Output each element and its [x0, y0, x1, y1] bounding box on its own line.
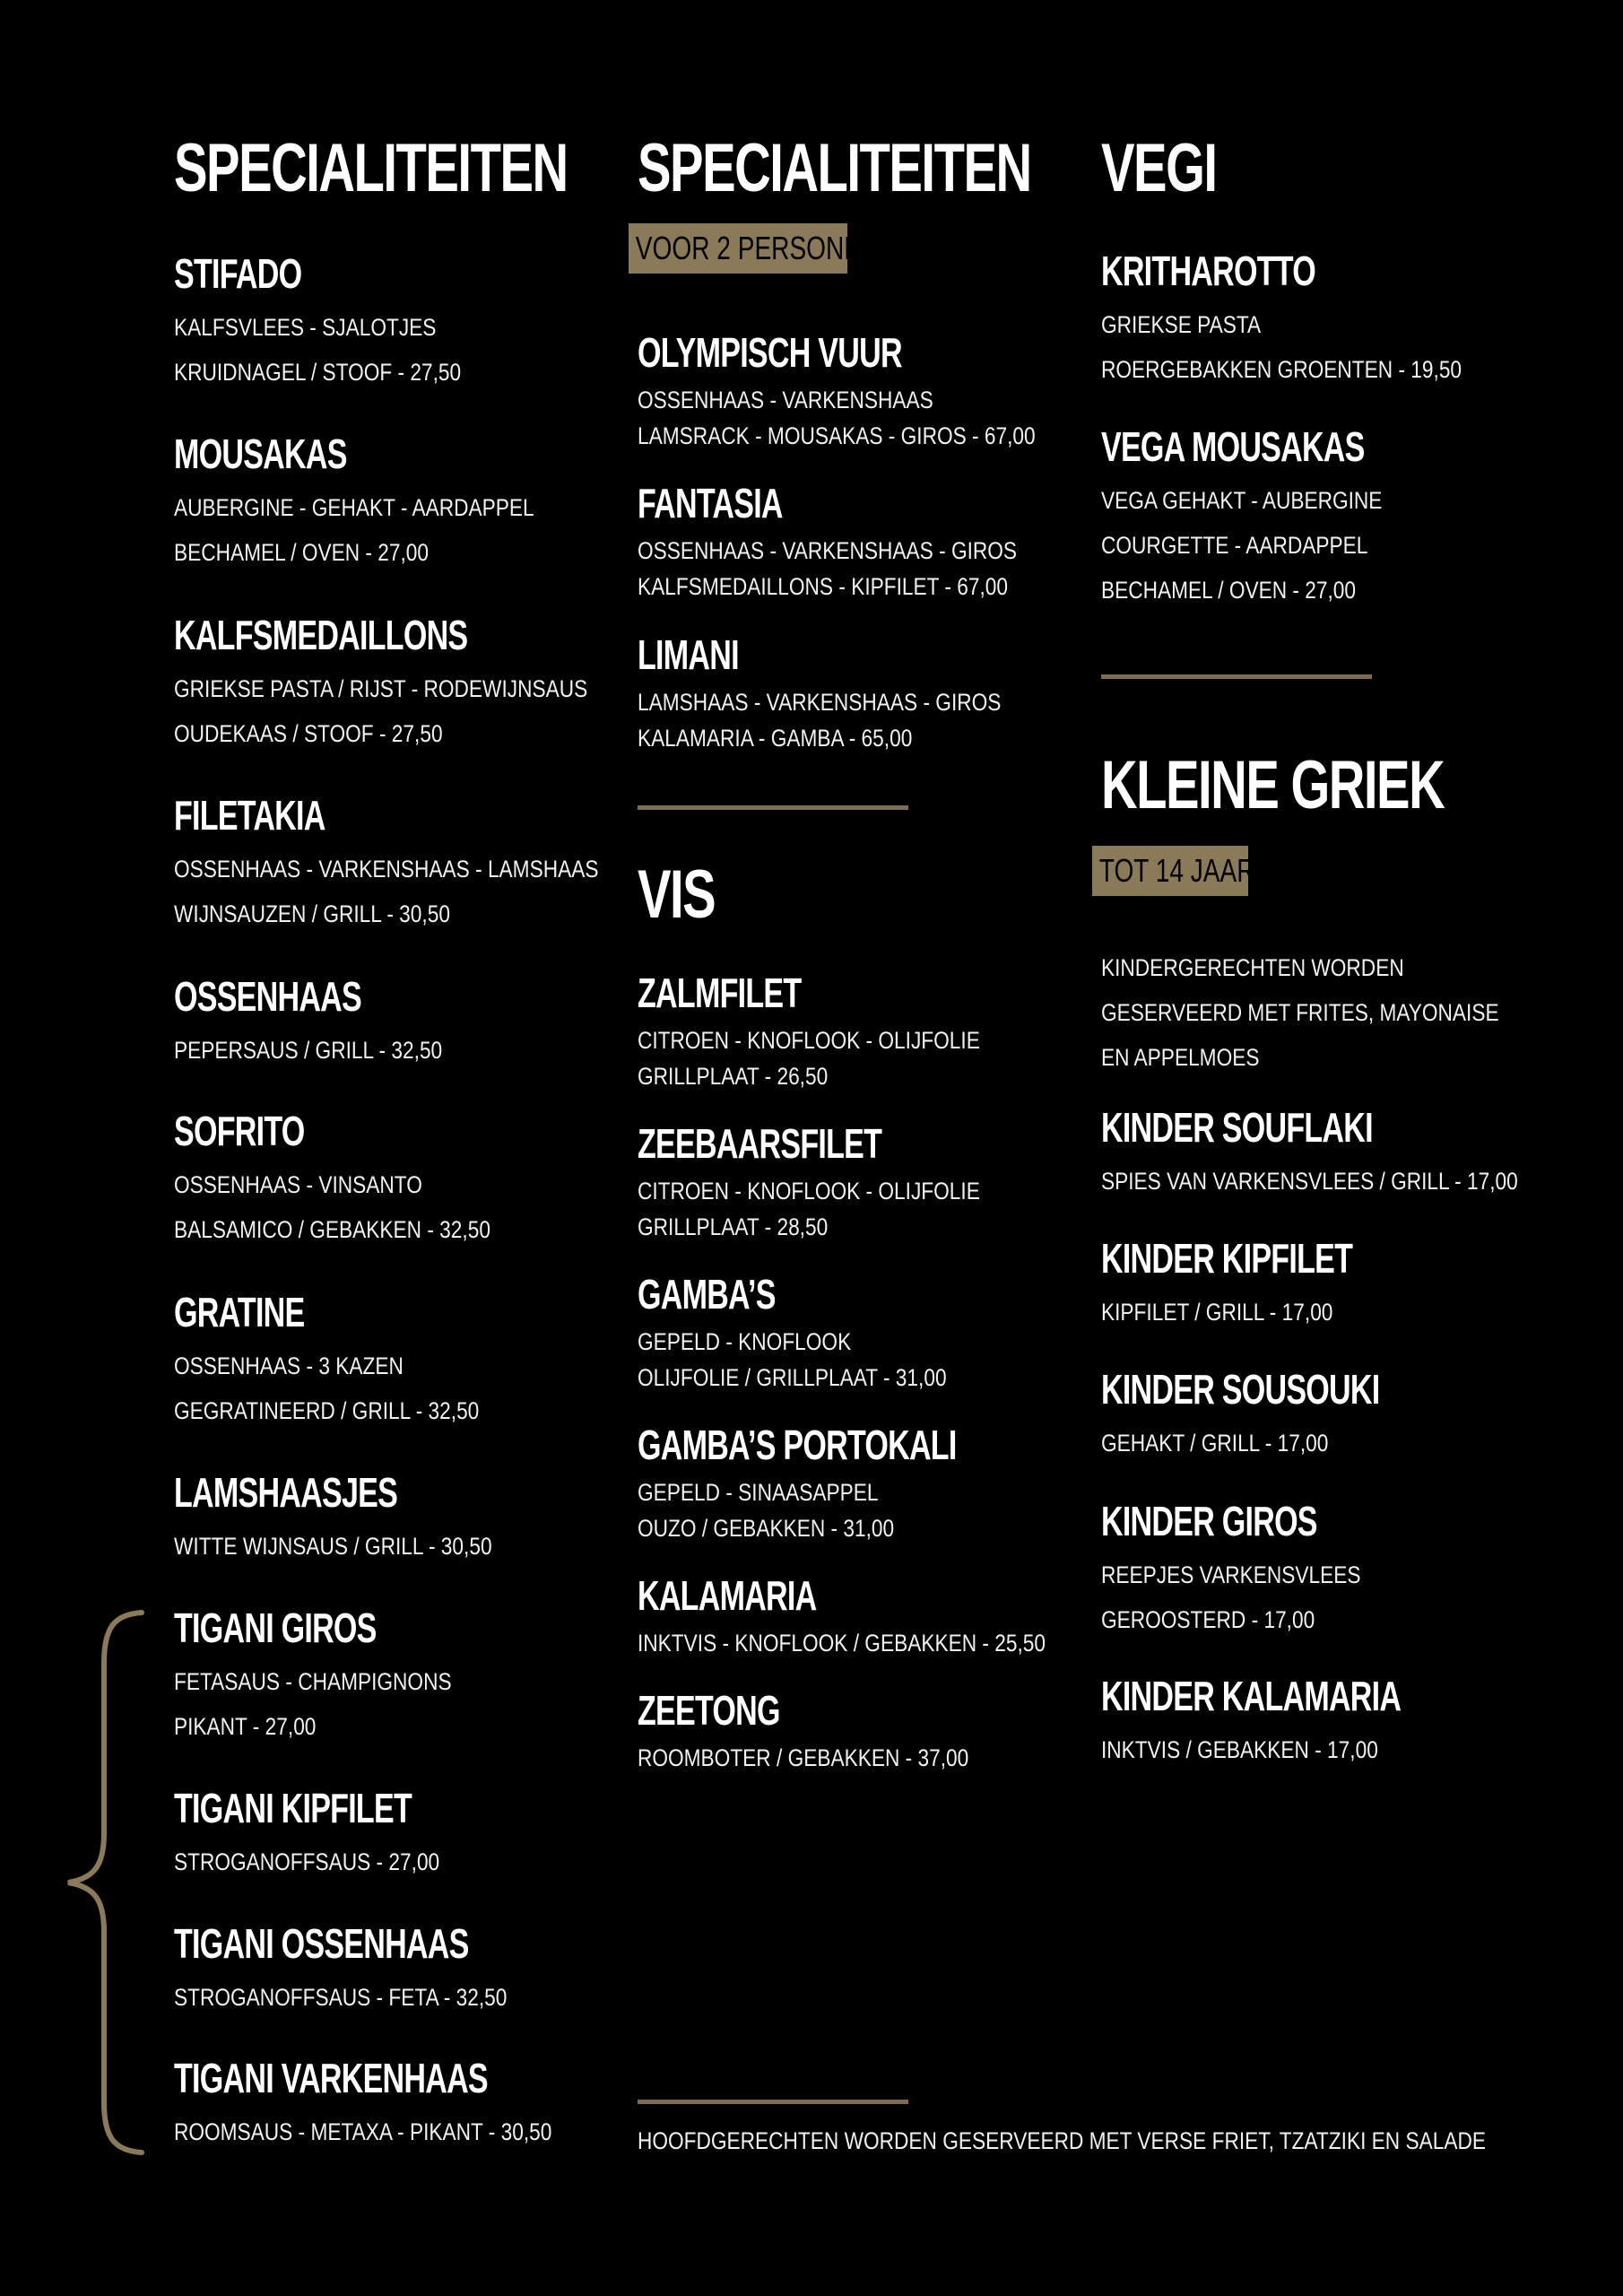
menu-item [174, 1288, 622, 1433]
item-desc: INKTVIS - KNOFLOOK / GEBAKKEN - 25,50 [638, 1630, 1046, 1657]
item-desc: OSSENHAAS - VARKENSHAAS - LAMSHAAS [174, 856, 599, 883]
menu-item [174, 2054, 622, 2154]
item-name: KRITHAROTTO [1101, 248, 1315, 294]
item-name: KINDER SOUFLAKI [1101, 1104, 1373, 1151]
menu-item [638, 328, 1104, 454]
menu-item [174, 1107, 622, 1252]
item-desc: GRIEKSE PASTA [1101, 311, 1262, 338]
menu-item [638, 479, 1104, 604]
item-desc: BECHAMEL / OVEN - 27,00 [1101, 577, 1357, 604]
item-name: STIFADO [174, 250, 302, 297]
item-name: KINDER KALAMARIA [1101, 1673, 1402, 1719]
item-desc: GEGRATINEERD / GRILL - 32,50 [174, 1397, 480, 1424]
menu-item [1101, 1497, 1585, 1642]
menu-item [1101, 1234, 1585, 1335]
menu-item [174, 1604, 622, 1749]
item-name: SOFRITO [174, 1108, 305, 1154]
item-desc: KALAMARIA - GAMBA - 65,00 [638, 725, 913, 752]
curly-brace-icon [61, 1609, 151, 2156]
item-desc: ROERGEBAKKEN GROENTEN - 19,50 [1101, 356, 1462, 383]
item-desc: CITROEN - KNOFLOOK - OLIJFOLIE [638, 1027, 980, 1054]
kleine-griek-title: KLEINE GRIEK [1101, 747, 1445, 823]
item-desc: OLIJFOLIE / GRILLPLAAT - 31,00 [638, 1364, 947, 1391]
item-name: KALAMARIA [638, 1572, 817, 1619]
menu-item [1101, 1365, 1585, 1465]
item-name: MOUSAKAS [174, 430, 347, 477]
item-name: TIGANI VARKENHAAS [174, 2055, 488, 2101]
kids-intro [1101, 945, 1585, 1080]
item-desc: KALFSMEDAILLONS - KIPFILET - 67,00 [638, 573, 1009, 600]
item-desc: OSSENHAAS - 3 KAZEN [174, 1352, 404, 1379]
intro-line: GESERVEERD MET FRITES, MAYONAISE [1101, 999, 1499, 1026]
menu-item [1101, 1672, 1585, 1772]
vegi-title: VEGI [1101, 130, 1217, 206]
item-desc: OUZO / GEBAKKEN - 31,00 [638, 1515, 895, 1542]
menu-item [638, 1686, 1104, 1776]
menu-item [638, 1571, 1104, 1661]
item-name: ZALMFILET [638, 970, 802, 1016]
item-desc: INKTVIS / GEBAKKEN - 17,00 [1101, 1736, 1378, 1763]
menu-item [638, 631, 1104, 756]
item-desc: KALFSVLEES - SJALOTJES [174, 314, 437, 341]
specialiteiten-2p-title: SPECIALITEITEN [638, 130, 1031, 206]
menu-item [174, 791, 622, 936]
item-desc: VEGA GEHAKT - AUBERGINE [1101, 487, 1383, 514]
menu-item [174, 1919, 622, 2020]
item-desc: GEHAKT / GRILL - 17,00 [1101, 1430, 1329, 1457]
menu-item [1101, 1103, 1585, 1204]
item-name: LIMANI [638, 631, 739, 678]
item-desc: OSSENHAAS - VINSANTO [174, 1171, 422, 1198]
item-desc: SPIES VAN VARKENSVLEES / GRILL - 17,00 [1101, 1168, 1518, 1195]
item-desc: BECHAMEL / OVEN - 27,00 [174, 539, 430, 566]
badge-label: TOT 14 JAAR [1098, 852, 1255, 889]
item-name: FANTASIA [638, 480, 783, 526]
item-desc: REEPJES VARKENSVLEES [1101, 1561, 1361, 1588]
item-desc: GEPELD - SINAASAPPEL [638, 1479, 879, 1506]
item-desc: WITTE WIJNSAUS / GRILL - 30,50 [174, 1533, 492, 1560]
item-desc: STROGANOFFSAUS - 27,00 [174, 1848, 440, 1875]
item-desc: BALSAMICO / GEBAKKEN - 32,50 [174, 1216, 490, 1243]
item-desc: COURGETTE - AARDAPPEL [1101, 532, 1368, 559]
divider [1101, 674, 1372, 679]
item-desc: GRILLPLAAT - 26,50 [638, 1063, 829, 1090]
item-desc: KRUIDNAGEL / STOOF - 27,50 [174, 359, 462, 386]
item-desc: PIKANT - 27,00 [174, 1713, 317, 1740]
item-desc: WIJNSAUZEN / GRILL - 30,50 [174, 900, 450, 927]
item-desc: GRIEKSE PASTA / RIJST - RODEWIJNSAUS [174, 675, 588, 702]
item-desc: GRILLPLAAT - 28,50 [638, 1213, 829, 1240]
item-desc: ROOMSAUS - METAXA - PIKANT - 30,50 [174, 2118, 552, 2145]
item-name: FILETAKIA [174, 792, 325, 839]
item-name: LAMSHAASJES [174, 1469, 398, 1516]
item-desc: OSSENHAAS - VARKENSHAAS [638, 387, 933, 413]
item-desc: CITROEN - KNOFLOOK - OLIJFOLIE [638, 1178, 980, 1205]
item-desc: GEROOSTERD - 17,00 [1101, 1606, 1315, 1633]
menu-item [638, 1421, 1104, 1546]
menu-item [174, 611, 622, 756]
item-name: KINDER SOUSOUKI [1101, 1366, 1380, 1413]
vis-title: VIS [638, 857, 716, 933]
item-name: TIGANI KIPFILET [174, 1785, 412, 1831]
footer-note: HOOFDGERECHTEN WORDEN GESERVEERD MET VERSE FRIET, TZATZIKI EN SALADE [638, 2127, 1486, 2154]
menu-item [638, 969, 1104, 1094]
menu-item [174, 1468, 622, 1569]
item-desc: ROOMBOTER / GEBAKKEN - 37,00 [638, 1744, 969, 1771]
intro-line: EN APPELMOES [1101, 1044, 1260, 1071]
menu-item [174, 249, 622, 395]
item-desc: OUDEKAAS / STOOF - 27,50 [174, 720, 443, 747]
item-desc: LAMSHAAS - VARKENSHAAS - GIROS [638, 689, 1002, 716]
menu-item [1101, 247, 1585, 392]
item-name: TIGANI OSSENHAAS [174, 1920, 469, 1967]
item-name: GAMBA’S [638, 1271, 776, 1318]
intro-line: KINDERGERECHTEN WORDEN [1101, 954, 1404, 981]
item-name: ZEEBAARSFILET [638, 1120, 882, 1167]
item-name: KINDER GIROS [1101, 1498, 1317, 1544]
menu-item [1101, 422, 1585, 613]
item-desc: FETASAUS - CHAMPIGNONS [174, 1668, 452, 1695]
item-name: OLYMPISCH VUUR [638, 329, 902, 376]
item-desc: LAMSRACK - MOUSAKAS - GIROS - 67,00 [638, 422, 1036, 449]
badge-tot-14-jaar [1092, 846, 1255, 896]
item-name: OSSENHAAS [174, 973, 361, 1020]
item-desc: PEPERSAUS / GRILL - 32,50 [174, 1037, 443, 1064]
divider [638, 2100, 908, 2104]
badge-voor-2-personen [629, 223, 880, 274]
item-name: GRATINE [174, 1289, 305, 1335]
specialiteiten-title: SPECIALITEITEN [174, 130, 568, 206]
item-desc: KIPFILET / GRILL - 17,00 [1101, 1299, 1333, 1326]
badge-label: VOOR 2 PERSONEN [635, 230, 880, 266]
item-name: TIGANI GIROS [174, 1605, 377, 1651]
divider [638, 805, 908, 810]
item-desc: OSSENHAAS - VARKENSHAAS - GIROS [638, 537, 1018, 564]
item-name: KALFSMEDAILLONS [174, 612, 468, 658]
item-desc: AUBERGINE - GEHAKT - AARDAPPEL [174, 494, 534, 521]
menu-item [174, 1784, 622, 1884]
item-desc: STROGANOFFSAUS - FETA - 32,50 [174, 1984, 508, 2011]
item-name: ZEETONG [638, 1687, 780, 1734]
item-name: GAMBA’S PORTOKALI [638, 1422, 957, 1468]
menu-item [174, 972, 622, 1073]
item-name: VEGA MOUSAKAS [1101, 423, 1365, 470]
menu-item [174, 430, 622, 575]
menu-item [638, 1119, 1104, 1245]
menu-item [638, 1270, 1104, 1396]
item-name: KINDER KIPFILET [1101, 1235, 1353, 1282]
item-desc: GEPELD - KNOFLOOK [638, 1328, 852, 1355]
